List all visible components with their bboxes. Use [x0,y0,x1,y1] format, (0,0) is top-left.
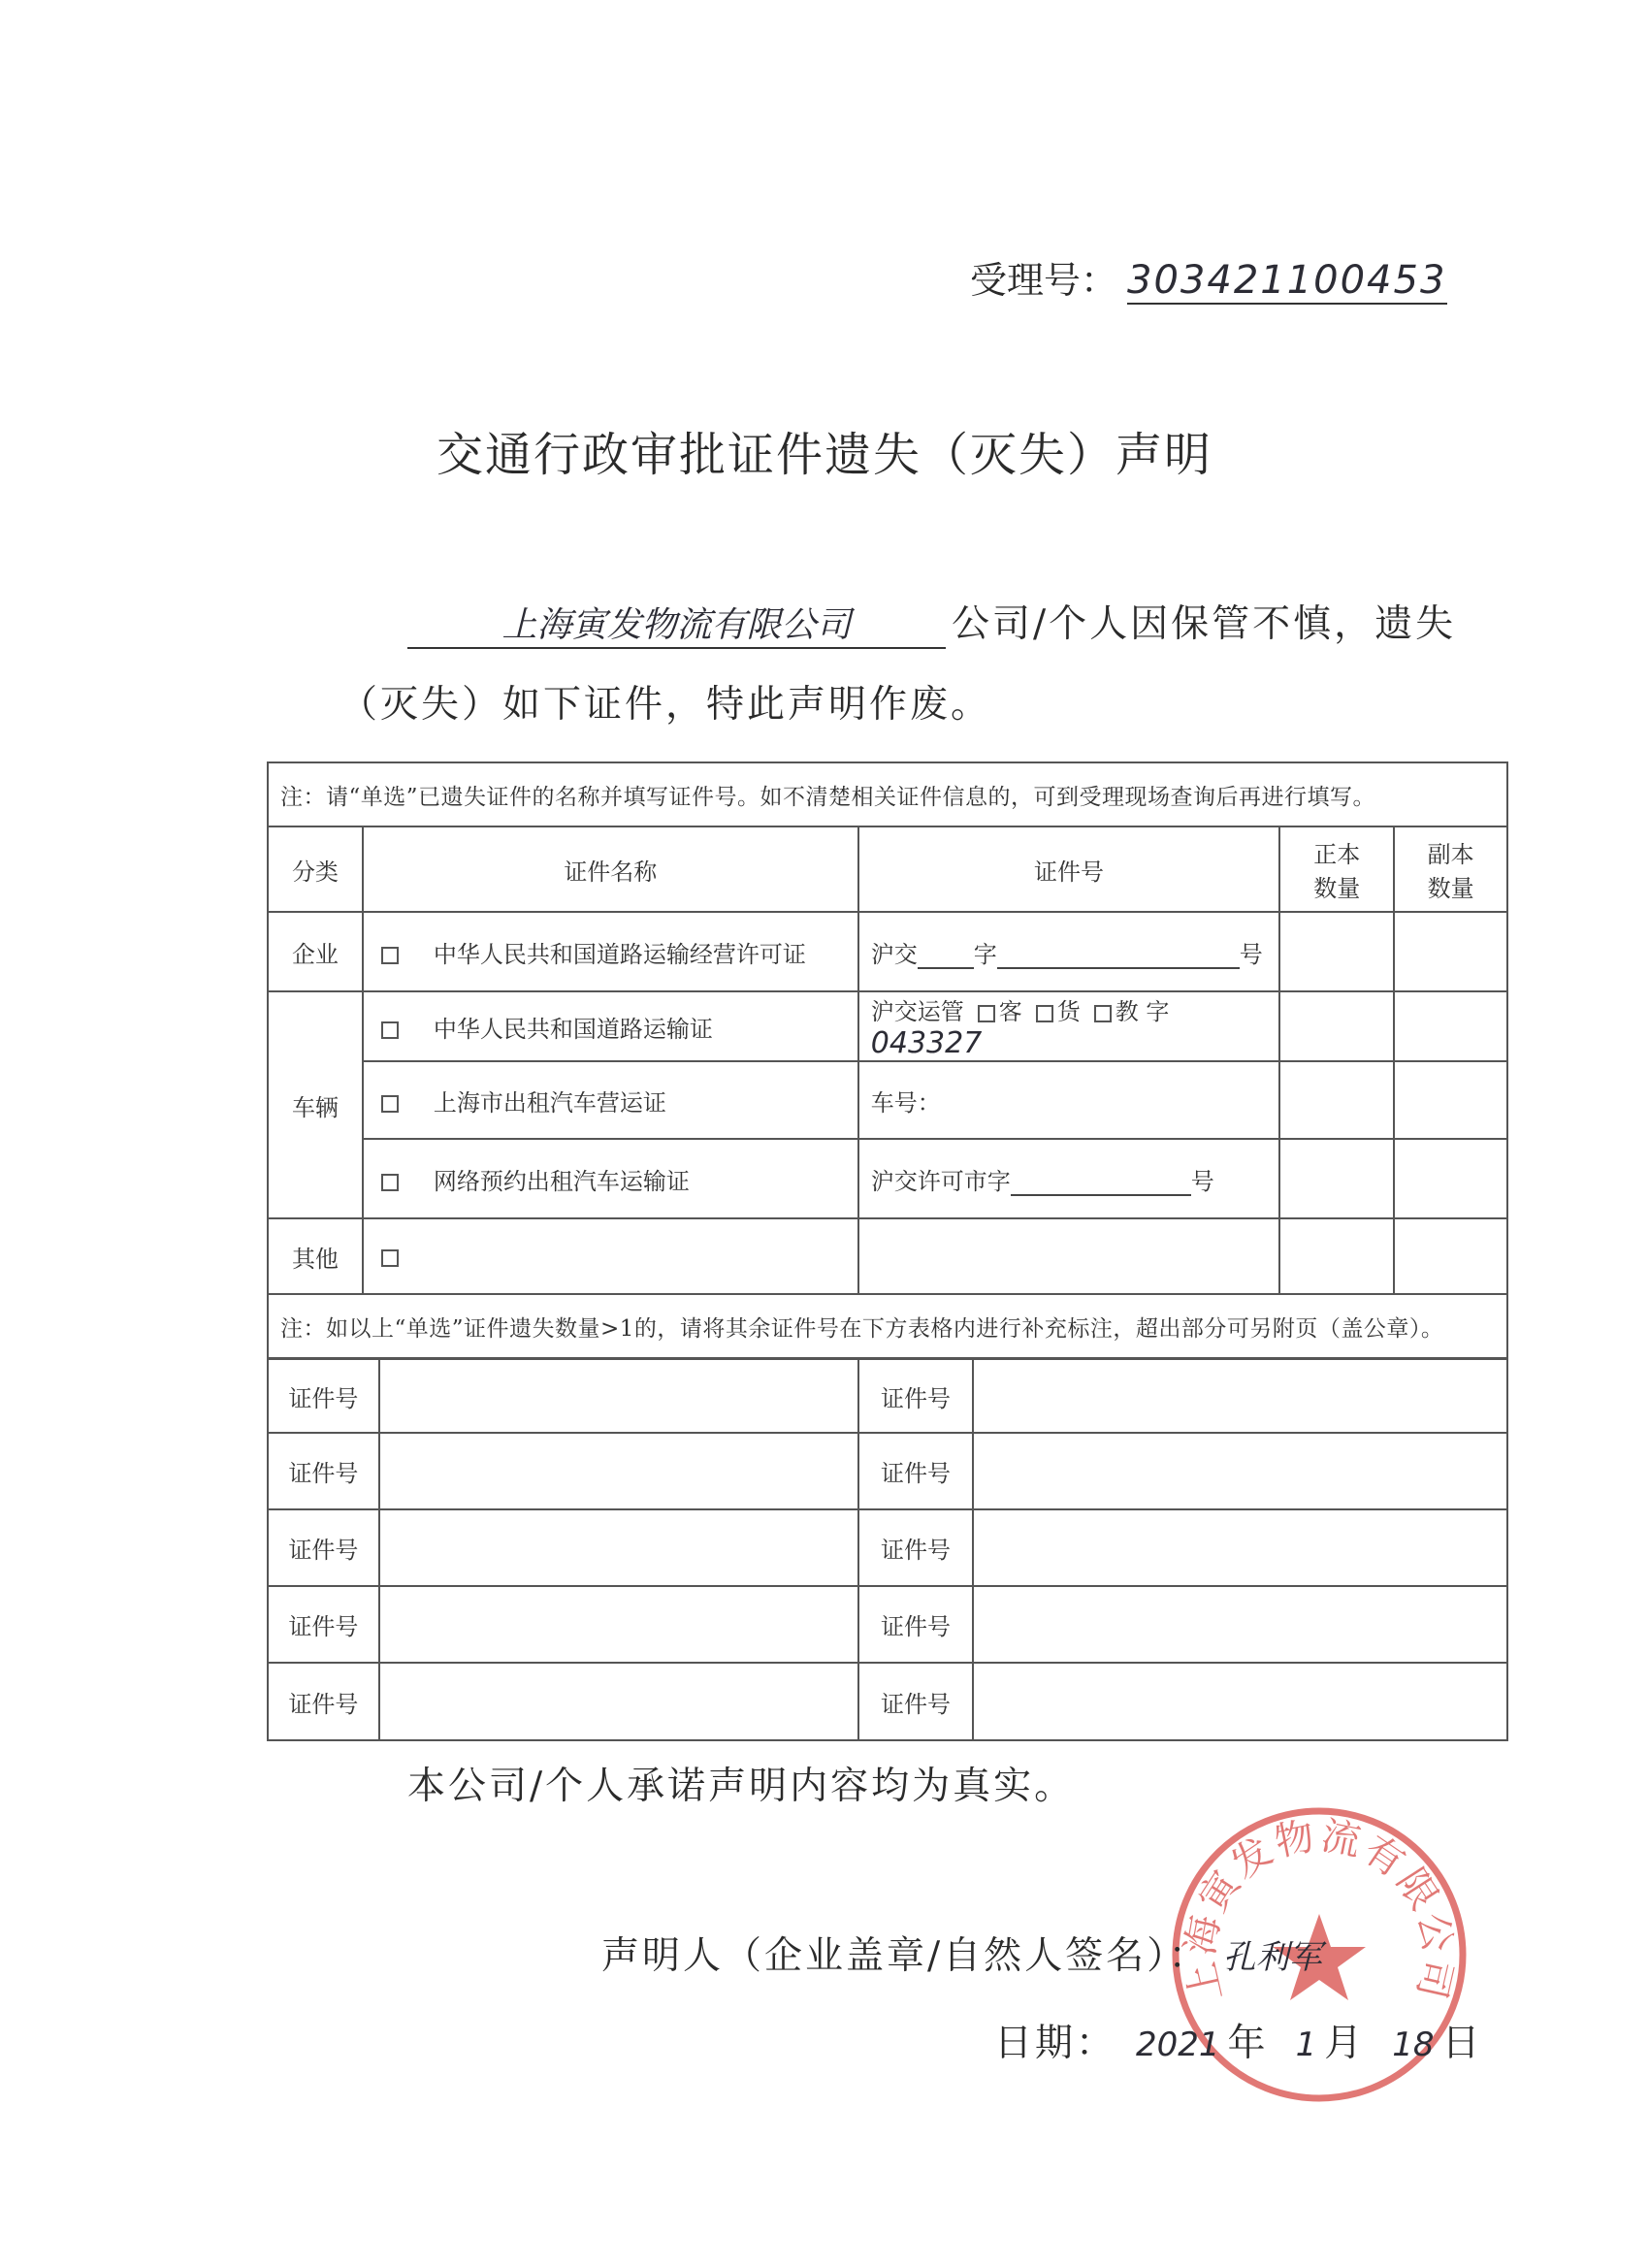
date-year-unit: 年 [1227,2022,1269,2065]
header-original-qty: 正本 数量 [1279,826,1394,912]
statement-line-2: （灭失）如下证件，特此声明作废。 [340,683,992,727]
original-qty-other[interactable] [1279,1218,1394,1294]
checkbox-teach[interactable] [1094,1005,1112,1022]
checkbox-passenger[interactable] [978,1005,995,1022]
header-cert-name: 证件名称 [363,826,858,912]
cert-row-transport-cert: 中华人民共和国道路运输证 [363,991,858,1061]
date-month-unit: 月 [1324,2022,1366,2065]
extra-label: 证件号 [268,1433,379,1509]
category-vehicle: 车辆 [268,991,363,1218]
copy-qty-ride-hailing[interactable] [1394,1139,1507,1218]
copy-qty-transport[interactable] [1394,991,1507,1061]
extra-cert-field[interactable] [379,1509,858,1586]
checkbox-transport-cert[interactable] [381,1021,399,1039]
original-qty-ride-hailing[interactable] [1279,1139,1394,1218]
declarant-signature: 孔利军 [1222,1938,1322,1977]
checkbox-other[interactable] [381,1249,399,1267]
date-month: 1 [1295,2025,1317,2064]
table-note-mid: 注：如以上“单选”证件遗失数量>1的，请将其余证件号在下方表格内进行补充标注，超出部分可另附页（盖公章）。 [268,1294,1507,1358]
copy-qty-taxi[interactable] [1394,1061,1507,1139]
date-label: 日期： [994,2022,1117,2065]
date-line [994,2013,1491,2067]
extra-cert-field[interactable] [379,1586,858,1663]
document-title: 交通行政审批证件遗失（灭失）声明 [436,428,1212,482]
checkbox-taxi-permit[interactable] [381,1095,399,1113]
copy-qty-other[interactable] [1394,1218,1507,1294]
checkbox-enterprise-license[interactable] [381,947,399,964]
header-copy-qty: 副本 数量 [1394,826,1507,912]
extra-label: 证件号 [858,1586,973,1663]
extra-label: 证件号 [268,1663,379,1740]
statement-line-1 [407,594,1456,649]
extra-cert-field[interactable] [973,1433,1507,1509]
date-day-unit: 日 [1441,2022,1483,2065]
receipt-number: 303421100453 [1127,258,1447,303]
company-name-handwritten: 上海寅发物流有限公司 [407,598,946,649]
header-cert-no: 证件号 [858,826,1280,912]
extra-label: 证件号 [858,1509,973,1586]
cert-row-enterprise-license: 中华人民共和国道路运输经营许可证 [363,912,858,991]
receipt-line [970,250,1447,305]
table-note-top: 注：请“单选”已遗失证件的名称并填写证件号。如不清楚相关证件信息的，可到受理现场查询后再进行填写。 [268,762,1507,826]
cert-no-other[interactable] [858,1218,1280,1294]
checkbox-cargo[interactable] [1036,1005,1053,1022]
original-qty-transport[interactable] [1279,991,1394,1061]
cert-row-other [363,1218,858,1294]
date-year: 2021 [1136,2025,1220,2064]
cert-no-taxi: 车号： [858,1061,1280,1139]
copy-qty-enterprise[interactable] [1394,912,1507,991]
extra-label: 证件号 [858,1359,973,1433]
date-day: 18 [1392,2025,1435,2064]
original-qty-taxi[interactable] [1279,1061,1394,1139]
cert-row-taxi-permit: 上海市出租汽车营运证 [363,1061,858,1139]
cert-no-enterprise: 沪交 字 号 [858,912,1280,991]
extra-cert-field[interactable] [379,1359,858,1433]
extra-cert-field[interactable] [973,1586,1507,1663]
certificate-table [267,761,1508,1359]
extra-cert-field[interactable] [379,1433,858,1509]
promise-text: 本公司/个人承诺声明内容均为真实。 [407,1765,1076,1808]
transport-no-handwritten: 043327 [870,1026,983,1060]
extra-cert-field[interactable] [973,1359,1507,1433]
extra-cert-field[interactable] [379,1663,858,1740]
extra-cert-table [267,1358,1508,1741]
cert-row-ride-hailing: 网络预约出租汽车运输证 [363,1139,858,1218]
original-qty-enterprise[interactable] [1279,912,1394,991]
cert-no-ride-hailing: 沪交许可市字 号 [858,1139,1280,1218]
extra-label: 证件号 [268,1509,379,1586]
extra-cert-field[interactable] [973,1663,1507,1740]
declarant-label: 声明人（企业盖章/自然人签名）： [601,1934,1210,1978]
extra-cert-field[interactable] [973,1509,1507,1586]
statement-line-1-text: 公司/个人因保管不慎，遗失 [952,602,1457,646]
category-enterprise: 企业 [268,912,363,991]
extra-label: 证件号 [858,1433,973,1509]
cert-no-transport: 沪交运管 客 货 教 字 043327 [858,991,1280,1061]
extra-label: 证件号 [858,1663,973,1740]
extra-label: 证件号 [268,1586,379,1663]
svg-text:上海寅发物流有限公司: 上海寅发物流有限公司 [1178,1813,1461,2006]
extra-label: 证件号 [268,1359,379,1433]
checkbox-ride-hailing[interactable] [381,1174,399,1191]
header-category: 分类 [268,826,363,912]
receipt-label: 受理号： [970,259,1118,302]
category-other: 其他 [268,1218,363,1294]
declarant-line [601,1926,1322,1980]
